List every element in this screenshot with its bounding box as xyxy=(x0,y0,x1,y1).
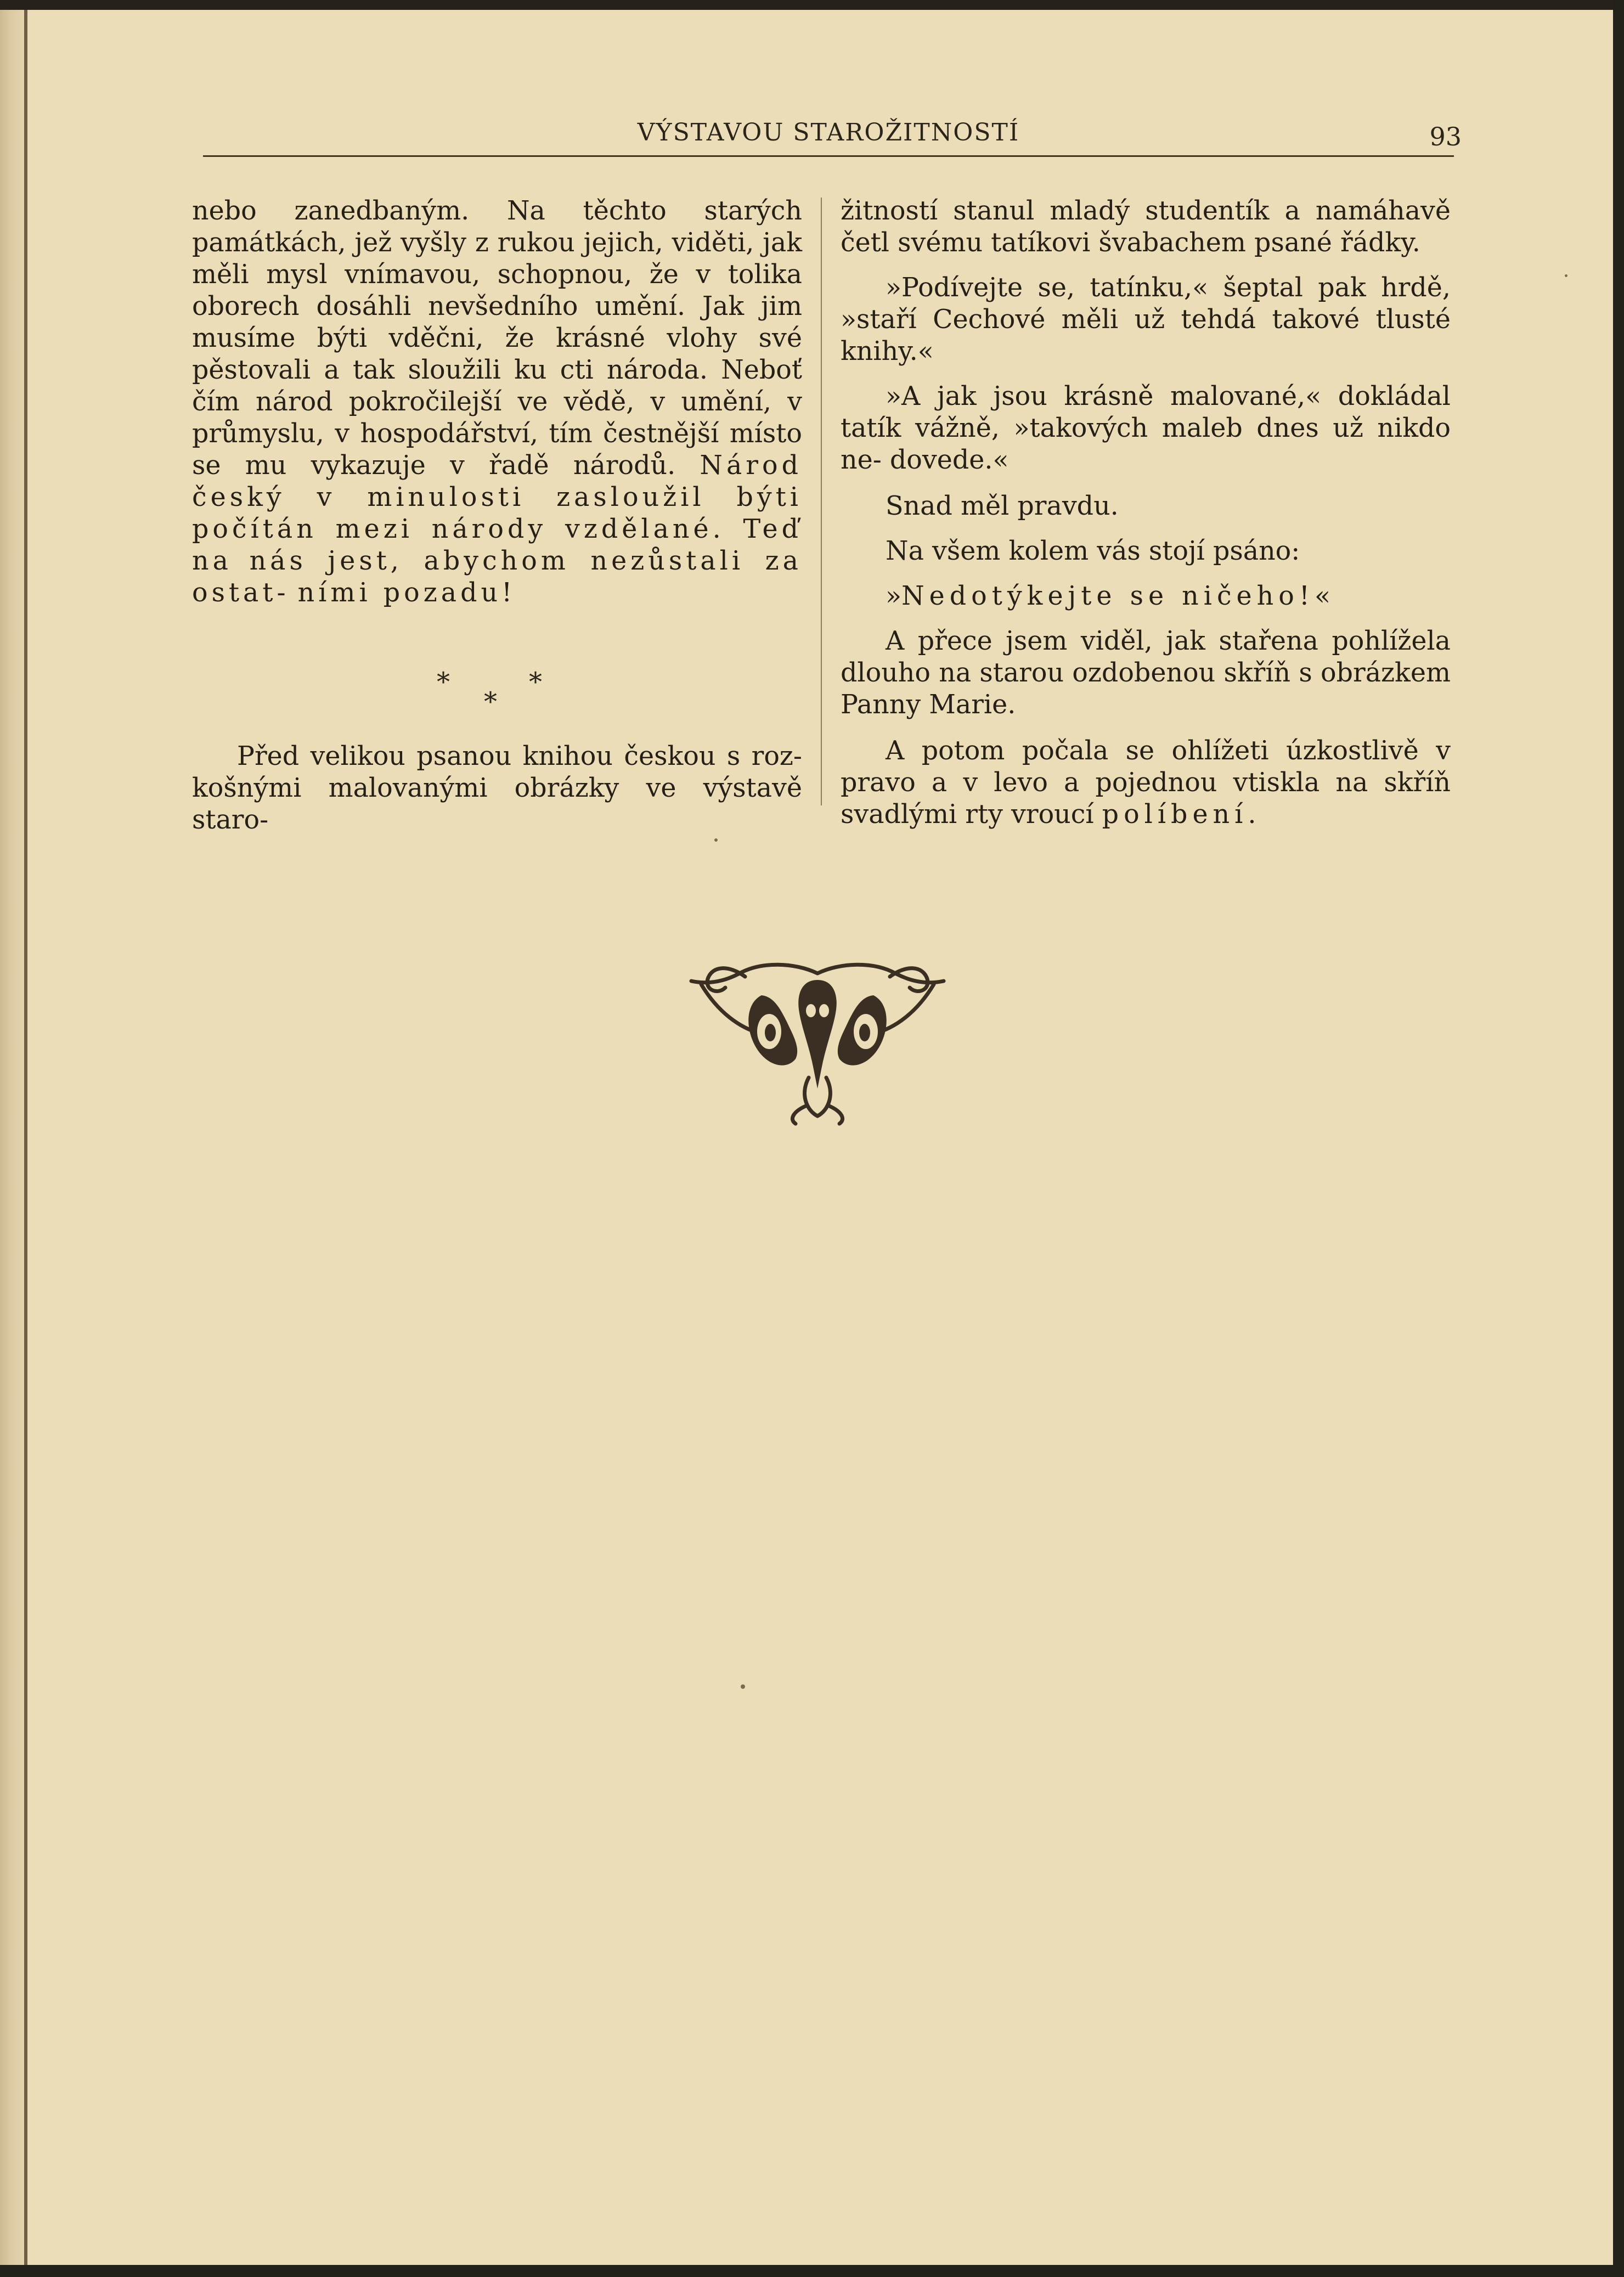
paper-speck xyxy=(1565,274,1567,277)
text-line: cti národa. Neboť čím národ pokročilejší ve xyxy=(192,355,802,417)
asterisk: * xyxy=(529,667,542,697)
quote-open: » xyxy=(886,581,902,611)
text-line: žitností stanul mladý studentík a namáhavě četl xyxy=(841,196,1451,258)
right-paragraph-4: Snad měl pravdu. xyxy=(886,491,1119,521)
text-line: v pravo a v levo a pojednou vtiskla na skříň xyxy=(841,736,1451,798)
right-paragraph-6 xyxy=(841,580,1451,612)
left-column xyxy=(192,195,802,836)
column-divider xyxy=(821,198,822,805)
right-paragraph-7 xyxy=(841,625,1451,721)
text-line: že krásné vlohy své pěstovali a tak sloužili ku xyxy=(192,323,802,385)
page-gutter xyxy=(0,0,25,2277)
text-line: »Podívejte se, tatínku,« šeptal pak hrdě, xyxy=(886,273,1451,303)
scan-border-top xyxy=(0,0,1624,10)
running-head xyxy=(203,114,1462,151)
right-paragraph-2 xyxy=(841,272,1451,368)
running-head-title: VÝSTAVOU STAROŽITNOSTÍ xyxy=(637,119,1020,146)
text-line: čestnější místo se mu vykazuje v řadě národů. xyxy=(192,419,802,481)
text-line-end: . xyxy=(1248,799,1256,830)
right-paragraph-1 xyxy=(841,195,1451,259)
text-line: A potom počala se ohlížeti úzkostlivě xyxy=(886,736,1419,766)
text-line: nebo zanedbaným. Na těchto starých památkách, xyxy=(192,196,802,258)
emphasized-line: počítán mezi národy vzdělané. Teď na xyxy=(192,514,802,576)
text-line: Panny Marie. xyxy=(841,690,1016,720)
text-line: »A jak jsou krásně malované,« dokládal xyxy=(886,381,1451,412)
emphasized-quote: Nedotýkejte se ničeho! xyxy=(901,581,1315,611)
left-paragraph-2 xyxy=(192,741,802,836)
scan-border-bottom xyxy=(0,2265,1624,2277)
left-paragraph-1 xyxy=(192,195,802,609)
asterisk: * xyxy=(437,667,450,697)
text-line: nevšedního umění. Jak jim musíme býti vděčni, xyxy=(192,291,802,353)
emphasized-word: políbení xyxy=(1102,799,1248,830)
text-line: vědě, v umění, v průmyslu, v hospodářství, tím xyxy=(192,387,802,449)
binding-edge xyxy=(24,0,27,2277)
text-line: košnými malovanými obrázky ve výstavě staro- xyxy=(192,773,802,835)
asterisk: * xyxy=(484,686,497,717)
text-line: tatík vážně, »takových maleb dnes už nikdo ne- xyxy=(841,413,1451,475)
ram-skull-ornament-icon xyxy=(679,951,956,1126)
right-paragraph-3 xyxy=(841,381,1451,476)
paper-speck xyxy=(714,838,718,842)
text-line: svému tatíkovi švabachem psané řádky. xyxy=(898,228,1420,258)
text-line: vnímavou, schopnou, že v tolika oborech dosáhli xyxy=(192,260,802,322)
text-line: svadlými rty vroucí xyxy=(841,799,1102,830)
text-line: jež vyšly z rukou jejich, viděti, jak měli mysl xyxy=(192,228,802,290)
scan-border-right xyxy=(1613,0,1624,2277)
paper-speck xyxy=(741,1684,745,1689)
text-line: A přece jsem viděl, jak stařena pohlížela xyxy=(886,626,1451,656)
right-paragraph-5: Na všem kolem vás stojí psáno: xyxy=(886,536,1300,566)
section-break-asterisks xyxy=(192,666,802,741)
right-paragraph-8 xyxy=(841,735,1451,831)
emphasized-line: nás jest, abychom nezůstali za ostat- xyxy=(192,546,802,608)
emphasized-line: ními pozadu! xyxy=(297,578,516,608)
text-line: »staří Cechové měli už tehdá takové tlusté xyxy=(841,305,1451,335)
text-line: dlouho na starou ozdobenou skříň s obrázkem xyxy=(841,658,1451,688)
quote-close: « xyxy=(1314,581,1331,611)
text-line: dovede.« xyxy=(889,445,1009,475)
text-line: knihy.« xyxy=(841,336,934,367)
emphasized-line: Národ český v minulosti zasloužil býti xyxy=(192,450,802,512)
page-number: 93 xyxy=(1429,122,1462,151)
right-column xyxy=(841,195,1451,831)
text-line: Před velikou psanou knihou českou s roz- xyxy=(237,741,802,771)
header-rule xyxy=(203,155,1454,157)
